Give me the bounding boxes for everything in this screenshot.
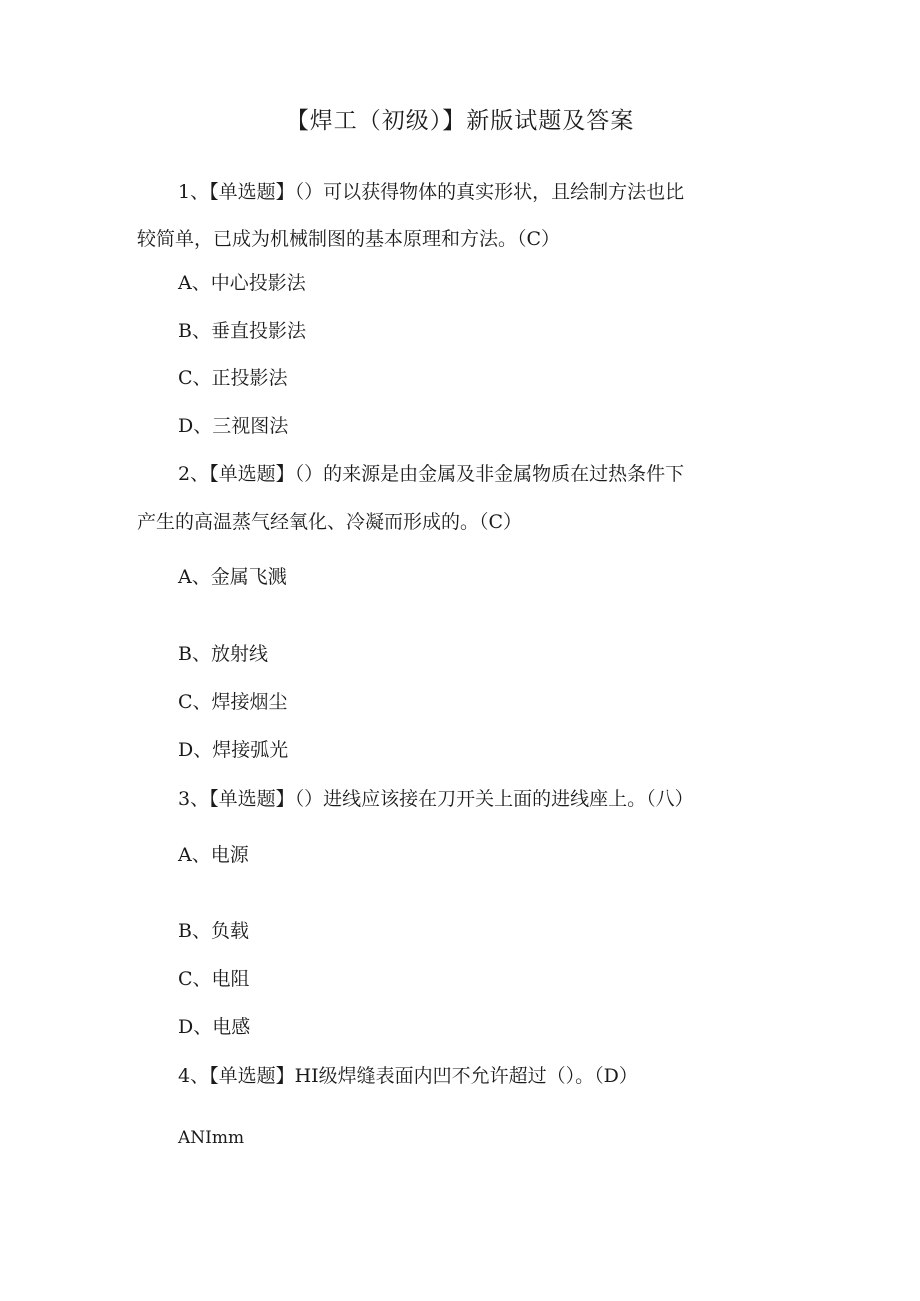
question-2-option-a: A、金属飞溅 <box>178 566 287 588</box>
question-3-option-d: D、电感 <box>178 1016 251 1038</box>
question-1-line-2: 较简单，已成为机械制图的基本原理和方法。（C） <box>137 228 561 250</box>
question-1-option-b: B、垂直投影法 <box>178 320 306 342</box>
question-4-option-a: ANImm <box>178 1128 245 1148</box>
question-1-option-a: A、中心投影法 <box>178 272 306 294</box>
question-2-line-1: 2、【单选题】（）的来源是由金属及非金属物质在过热条件下 <box>178 463 685 485</box>
document-title: 【焊工（初级）】新版试题及答案 <box>285 108 635 134</box>
question-2-option-d: D、焊接弧光 <box>178 739 289 761</box>
question-3-option-a: A、电源 <box>178 844 249 866</box>
question-3-option-b: B、负载 <box>178 920 249 942</box>
question-4-line-1: 4、【单选题】HI级焊缝表面内凹不允许超过（）。（D） <box>178 1065 638 1087</box>
question-1-option-c: C、正投影法 <box>178 367 288 389</box>
question-1-option-d: D、三视图法 <box>178 415 289 437</box>
question-2-option-b: B、放射线 <box>178 643 268 665</box>
question-1-line-1: 1、【单选题】（）可以获得物体的真实形状，且绘制方法也比 <box>178 181 685 203</box>
question-2-option-c: C、焊接烟尘 <box>178 691 288 713</box>
question-3-line-1: 3、【单选题】（）进线应该接在刀开关上面的进线座上。（八） <box>178 788 694 810</box>
question-2-line-2: 产生的高温蒸气经氧化、冷凝而形成的。（C） <box>137 511 523 533</box>
question-3-option-c: C、电阻 <box>178 968 250 990</box>
